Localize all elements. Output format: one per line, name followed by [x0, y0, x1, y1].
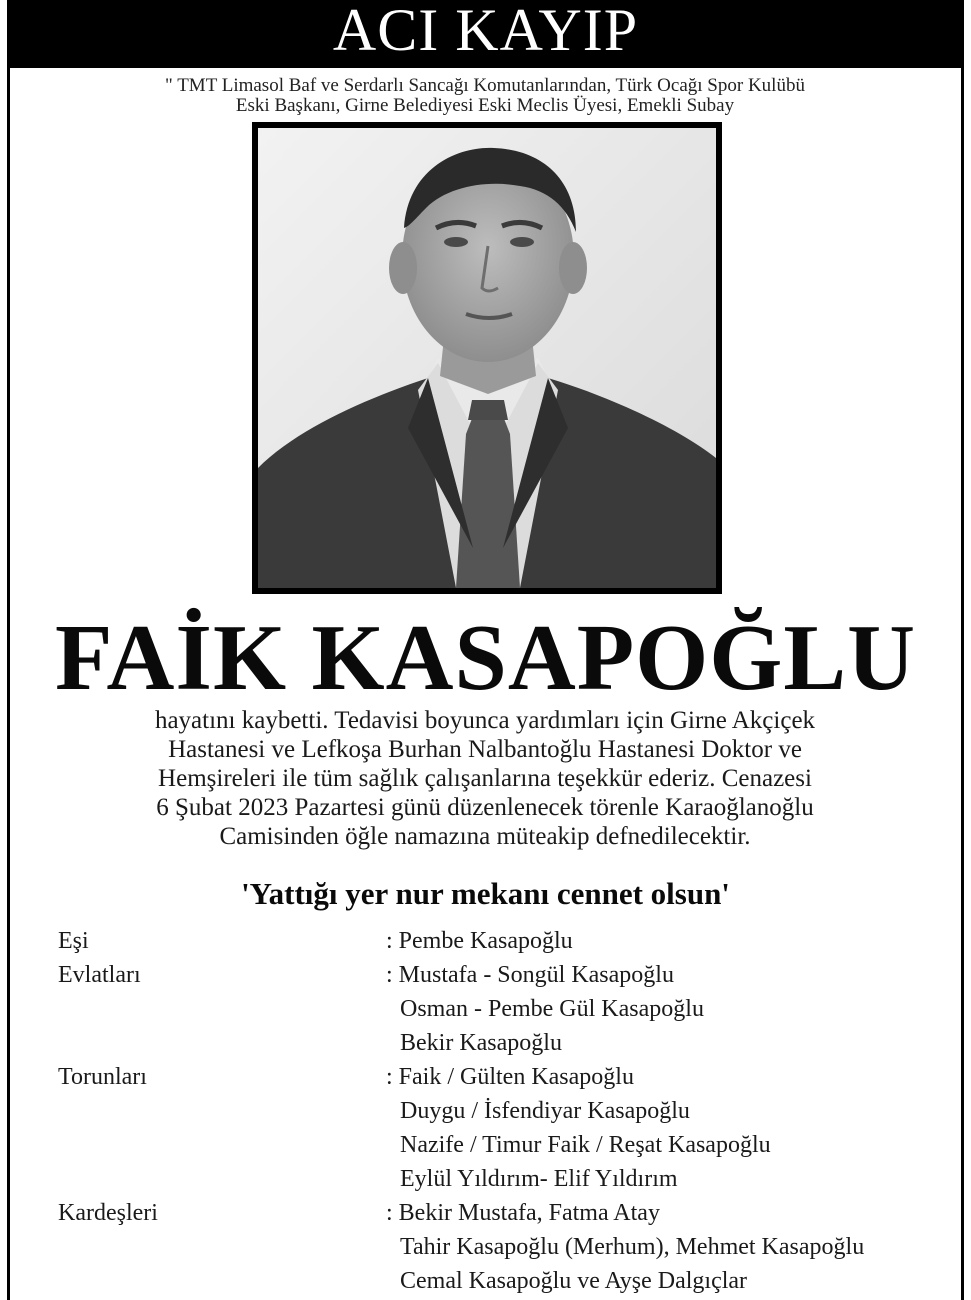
- announcement-line-1: hayatını kaybetti. Tedavisi boyunca yardımları için Girne Akçiçek: [154, 707, 816, 734]
- family-group-siblings: [58, 1196, 958, 1298]
- header-bar: [7, 0, 964, 68]
- family-value: Tahir Kasapoğlu (Merhum), Mehmet Kasapoğlu: [400, 1234, 865, 1260]
- family-value: Cemal Kasapoğlu ve Ayşe Dalgıçlar: [400, 1268, 748, 1294]
- family-label: Evlatları: [58, 962, 141, 988]
- deceased-name: FAİK KASAPOĞLU: [55, 606, 916, 710]
- announcement-line-2: Hastanesi ve Lefkoşa Burhan Nalbantoğlu Hastanesi Doktor ve: [168, 736, 802, 763]
- family-label: Torunları: [58, 1064, 147, 1090]
- family-group-spouse: [58, 924, 958, 958]
- prayer-quote: 'Yattığı yer nur mekanı cennet olsun': [241, 876, 730, 911]
- family-value: Nazife / Timur Faik / Reşat Kasapoğlu: [400, 1132, 771, 1158]
- announcement-line-3: Hemşireleri ile tüm sağlık çalışanlarına teşekkür ederiz. Cenazesi: [158, 765, 812, 792]
- header-title: ACI KAYIP: [332, 0, 639, 63]
- family-label: Kardeşleri: [58, 1200, 158, 1226]
- family-label: Eşi: [58, 928, 89, 954]
- family-value: Osman - Pembe Gül Kasapoğlu: [400, 996, 704, 1022]
- announcement-text: [60, 706, 910, 851]
- family-group-grandchildren: [58, 1060, 958, 1196]
- family-value: Duygu / İsfendiyar Kasapoğlu: [400, 1098, 690, 1124]
- family-value: : Bekir Mustafa, Fatma Atay: [386, 1200, 660, 1226]
- family-value: Eylül Yıldırım- Elif Yıldırım: [400, 1166, 678, 1192]
- family-value: : Mustafa - Songül Kasapoğlu: [386, 962, 674, 988]
- subtitle: [40, 76, 930, 116]
- subtitle-line-1: " TMT Limasol Baf ve Serdarlı Sancağı Komutanlarından, Türk Ocağı Spor Kulübü: [165, 75, 805, 96]
- family-value: : Pembe Kasapoğlu: [386, 928, 573, 954]
- subtitle-line-2: Eski Başkanı, Girne Belediyesi Eski Meclis Üyesi, Emekli Subay: [235, 95, 735, 116]
- portrait-photo-icon: [258, 128, 716, 588]
- portrait-photo: [252, 122, 722, 594]
- announcement-line-5: Camisinden öğle namazına müteakip defnedilecektir.: [219, 823, 751, 850]
- family-list: [58, 924, 958, 1298]
- family-value: Bekir Kasapoğlu: [400, 1030, 562, 1056]
- family-value: : Faik / Gülten Kasapoğlu: [386, 1064, 634, 1090]
- family-group-children: [58, 958, 958, 1060]
- announcement-line-4: 6 Şubat 2023 Pazartesi günü düzenlenecek törenle Karaoğlanoğlu: [156, 794, 814, 821]
